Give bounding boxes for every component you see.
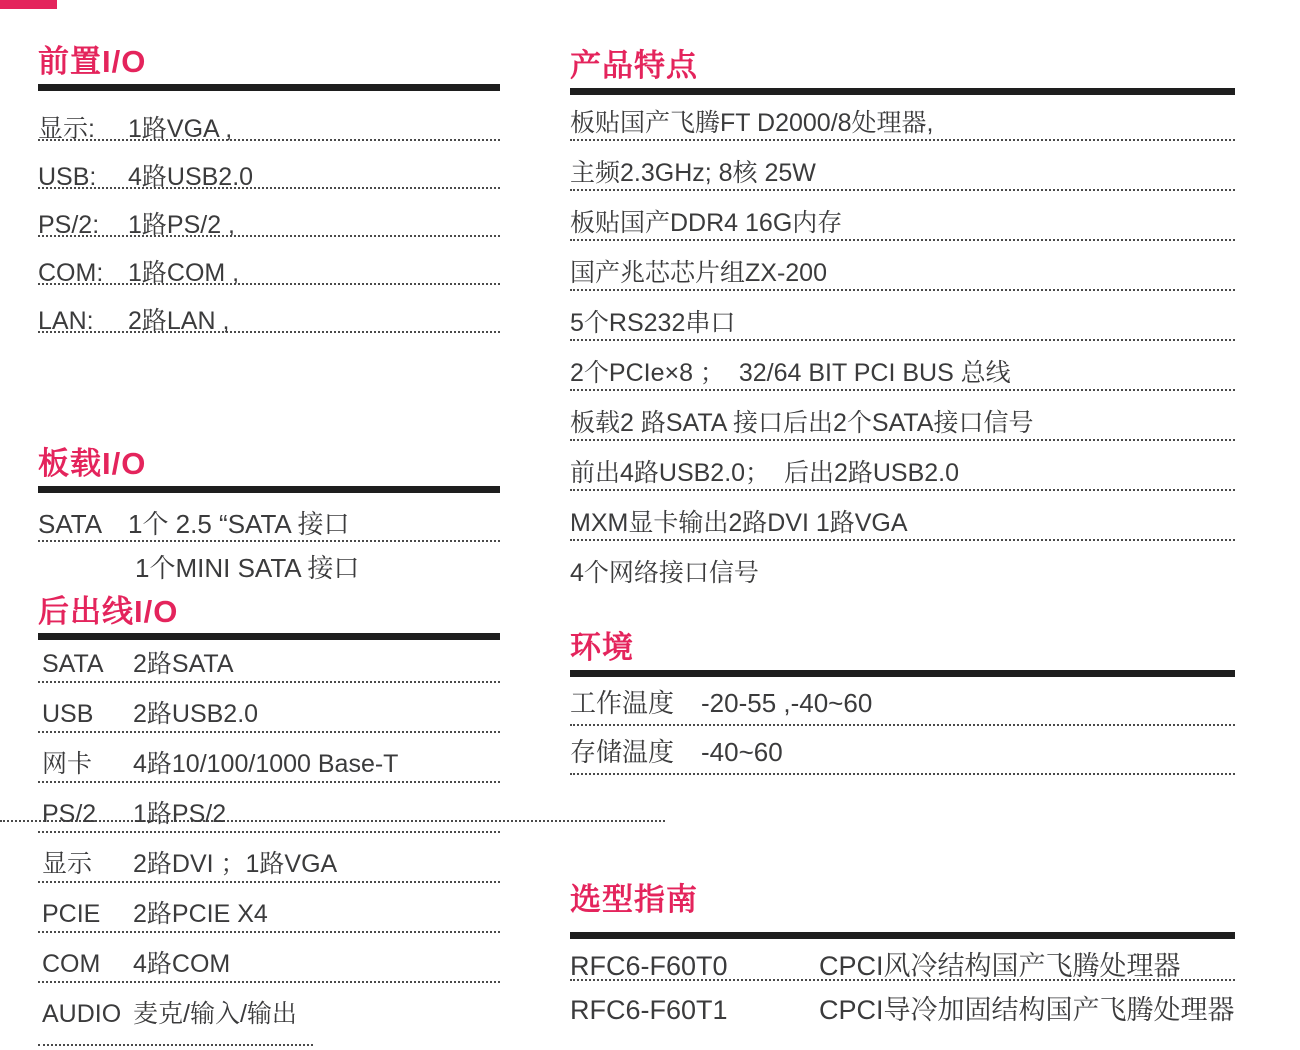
feature-text: 5个RS232串口: [570, 309, 736, 337]
environment-rows: [570, 677, 1235, 775]
row-value: -20-55 ,-40~60: [701, 688, 873, 718]
rear-io-rows: [38, 635, 500, 1035]
dotted-leader: [38, 681, 500, 683]
row-value: -40~60: [701, 737, 783, 767]
feature-row: [570, 245, 1235, 295]
row-value: 1路COM ,: [128, 259, 240, 287]
row-label: LAN:: [38, 307, 94, 335]
section-title-onboard-io: 板载I/O: [38, 446, 147, 481]
row-label: PS/2: [42, 800, 97, 828]
row-label: AUDIO: [42, 1000, 122, 1028]
dotted-leader: [38, 831, 500, 833]
dotted-leader: [570, 489, 1235, 491]
row-value: 2路SATA: [133, 650, 234, 678]
feature-row: [570, 195, 1235, 245]
row-value: 2路USB2.0: [133, 700, 259, 728]
dotted-leader: [570, 289, 1235, 291]
spec-row: [38, 735, 500, 785]
spec-row: [38, 985, 500, 1035]
dotted-leader: [570, 189, 1235, 191]
row-label: PS/2:: [38, 211, 100, 239]
row-label: PCIE: [42, 900, 101, 928]
dotted-leader: [570, 139, 1235, 141]
row-label: USB:: [38, 163, 97, 191]
feature-row: [570, 445, 1235, 495]
feature-text: 前出4路USB2.0； 后出2路USB2.0: [570, 459, 960, 487]
dotted-leader: [38, 731, 500, 733]
row-label: 网卡: [42, 750, 93, 778]
model-description: CPCI导冷加固结构国产飞腾处理器: [819, 995, 1235, 1025]
dotted-leader: [570, 239, 1235, 241]
divider-bar: [570, 932, 1235, 939]
row-value: 1个 2.5 “SATA 接口: [128, 509, 350, 539]
row-value: 4路USB2.0: [128, 163, 254, 191]
row-label: 显示: [42, 850, 93, 878]
model-code: RFC6-F60T1: [570, 995, 728, 1025]
model-code: RFC6-F60T0: [570, 951, 728, 981]
spec-row: [38, 148, 500, 196]
feature-row: [570, 145, 1235, 195]
row-label: COM:: [38, 259, 104, 287]
feature-row: [570, 345, 1235, 395]
row-label: COM: [42, 950, 101, 978]
model-row: [570, 985, 1235, 1029]
feature-row: [570, 495, 1235, 545]
spec-row: [38, 885, 500, 935]
section-title-front-io: 前置I/O: [38, 44, 147, 79]
feature-text: 板载2 路SATA 接口后出2个SATA接口信号: [570, 409, 1034, 437]
row-value: 2路LAN ,: [128, 307, 230, 335]
dotted-leader: [570, 389, 1235, 391]
spec-row: [570, 677, 1235, 726]
dotted-leader: [570, 539, 1235, 541]
row-label: USB: [42, 700, 94, 728]
spec-row: [38, 196, 500, 244]
section-title-selection-guide: 选型指南: [570, 882, 698, 917]
onboard-io-rows: [38, 496, 500, 584]
row-value: 麦克/输入/输出: [133, 1000, 297, 1028]
feature-row: [570, 295, 1235, 345]
spec-row: [38, 685, 500, 735]
dotted-leader: [38, 931, 500, 933]
spec-row: [38, 835, 500, 885]
row-value: 1路VGA ,: [128, 115, 233, 143]
dotted-leader: [570, 439, 1235, 441]
spec-row: [38, 496, 500, 542]
front-io-rows: [38, 100, 500, 340]
dotted-leader: [570, 339, 1235, 341]
row-value: 1路PS/2 ,: [128, 211, 235, 239]
feature-row: [570, 545, 1235, 595]
row-label: SATA: [38, 509, 103, 539]
row-value: 4路COM: [133, 950, 231, 978]
row-value: 2路DVI ；1路VGA: [133, 850, 338, 878]
row-value: 4路10/100/1000 Base-T: [133, 750, 399, 778]
section-title-environment: 环境: [570, 630, 634, 665]
feature-text: 主频2.3GHz; 8核 25W: [570, 159, 816, 187]
model-row: [570, 941, 1235, 985]
divider-bar: [38, 84, 500, 91]
spec-row: [570, 726, 1235, 775]
spec-row: [38, 244, 500, 292]
spec-row: [38, 635, 500, 685]
feature-row: [570, 395, 1235, 445]
feature-text: 国产兆芯芯片组ZX-200: [570, 259, 827, 287]
selection-guide-rows: [570, 941, 1235, 1029]
spec-row: [38, 785, 500, 835]
row-value: 1路PS/2: [133, 800, 227, 828]
row-label: 显示:: [38, 115, 95, 143]
spec-row: [38, 542, 500, 584]
corner-accent-mark: [0, 0, 57, 9]
row-label: SATA: [42, 650, 104, 678]
divider-bar: [570, 670, 1235, 677]
row-label: 存储温度: [570, 737, 675, 767]
divider-bar: [38, 486, 500, 493]
section-title-rear-io: 后出线I/O: [38, 594, 179, 629]
feature-text: 2个PCIe×8 ； 32/64 BIT PCI BUS 总线: [570, 359, 1011, 387]
feature-row: [570, 95, 1235, 145]
spec-row: [38, 100, 500, 148]
dotted-leader: [38, 881, 500, 883]
spec-row: [38, 292, 500, 340]
feature-text: 4个网络接口信号: [570, 559, 759, 587]
feature-text: 板贴国产DDR4 16G内存: [570, 209, 843, 237]
dotted-leader: [570, 773, 1235, 775]
dotted-leader: [38, 981, 500, 983]
spec-row: [38, 935, 500, 985]
dotted-leader: [38, 781, 500, 783]
feature-text: 板贴国产飞腾FT D2000/8处理器,: [570, 109, 934, 137]
feature-rows: [570, 95, 1235, 595]
feature-text: MXM显卡输出2路DVI 1路VGA: [570, 509, 908, 537]
section-title-features: 产品特点: [570, 48, 698, 83]
row-label: 工作温度: [570, 688, 675, 718]
divider-bar: [570, 88, 1235, 95]
model-description: CPCI风冷结构国产飞腾处理器: [819, 951, 1181, 981]
row-value: 1个MINI SATA 接口: [135, 553, 360, 583]
dotted-leader: [38, 1044, 313, 1046]
row-value: 2路PCIE X4: [133, 900, 268, 928]
